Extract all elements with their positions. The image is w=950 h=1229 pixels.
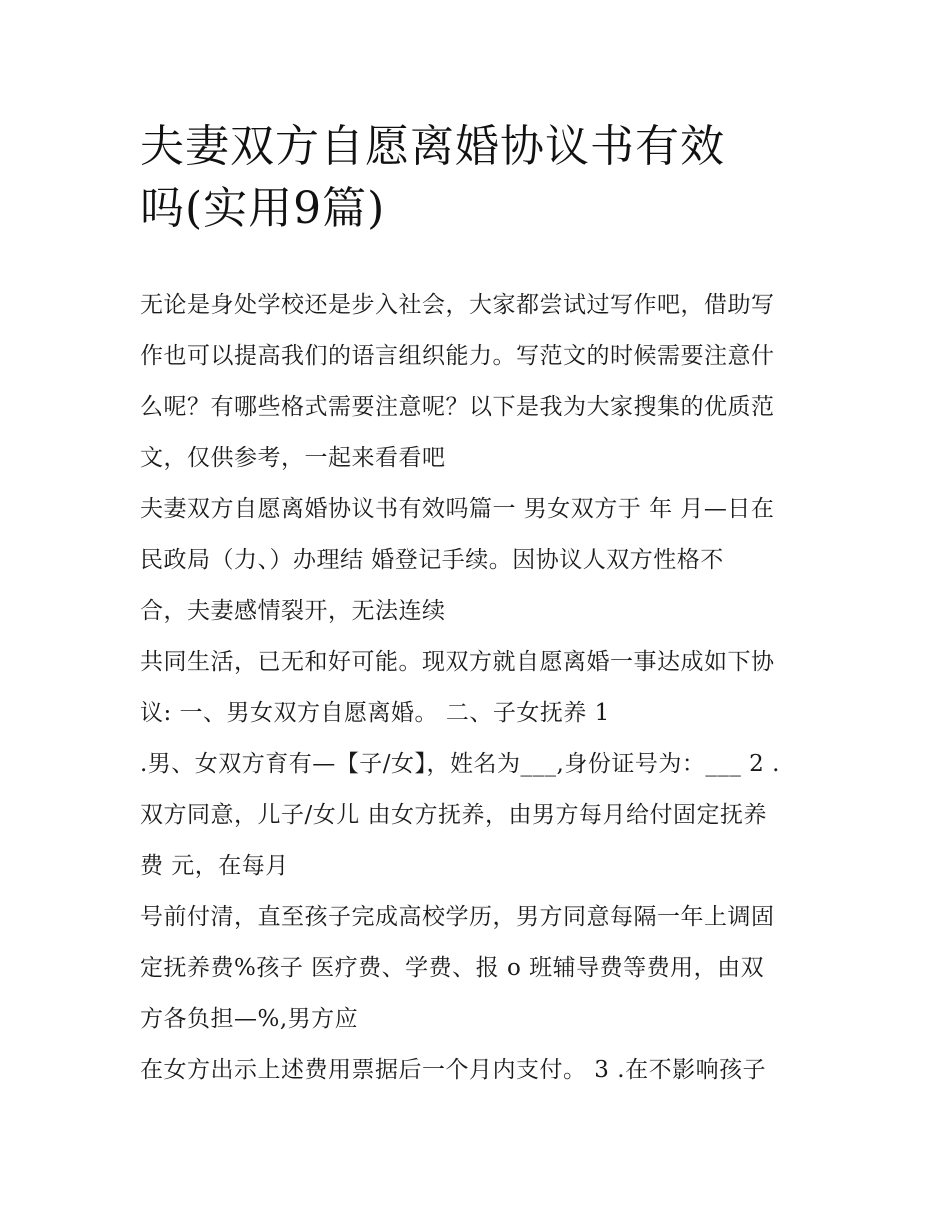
title-line: 夫妻双方自愿离婚协议书有效	[140, 121, 725, 172]
body-text-line: 双方同意，儿子/女儿 由女方抚养，由男方每月给付固定抚养	[140, 802, 768, 828]
body-text-line: 夫妻双方自愿离婚协议书有效吗篇一 男女双方于 年 月—日在	[140, 496, 775, 522]
title-line: 吗(实用9篇)	[140, 183, 386, 234]
body-text-line: 无论是身处学校还是步入社会，大家都尝试过写作吧，借助写	[140, 292, 775, 318]
body-text-line: 费 元，在每月	[140, 853, 289, 879]
body-text-line: 合，夫妻感情裂开，无法连续	[140, 598, 446, 624]
body-text-line: 方各负担—%,男方应	[140, 1006, 359, 1032]
body-text-line: 议: 一、男女双方自愿离婚。 二、子女抚养 1	[140, 700, 610, 726]
body-text-line: .男、女双方育有—【子/女】，姓名为___,身份证号为：___ 2 .	[140, 751, 780, 777]
body-text-line: 文，仅供参考，一起来看看吧	[140, 445, 446, 471]
body-text-line: 民政局（力、）办理结 婚登记手续。因协议人双方性格不	[140, 547, 724, 573]
document-title	[140, 116, 820, 240]
body-text-line: 么呢？有哪些格式需要注意呢？以下是我为大家搜集的优质范	[140, 394, 775, 420]
body-text-line: 共同生活，已无和好可能。现双方就自愿离婚一事达成如下协	[140, 649, 775, 675]
body-text-line: 号前付清，直至孩子完成高校学历，男方同意每隔一年上调固	[140, 904, 775, 930]
body-text-line: 作也可以提高我们的语言组织能力。写范文的时候需要注意什	[140, 343, 775, 369]
body-text-line: 定抚养费%孩子 医疗费、学费、报 o 班辅导费等费用，由双	[140, 955, 765, 981]
document-body	[140, 280, 830, 1096]
body-text-line: 在女方出示上述费用票据后一个月内支付。 3 .在不影响孩子	[140, 1057, 767, 1083]
